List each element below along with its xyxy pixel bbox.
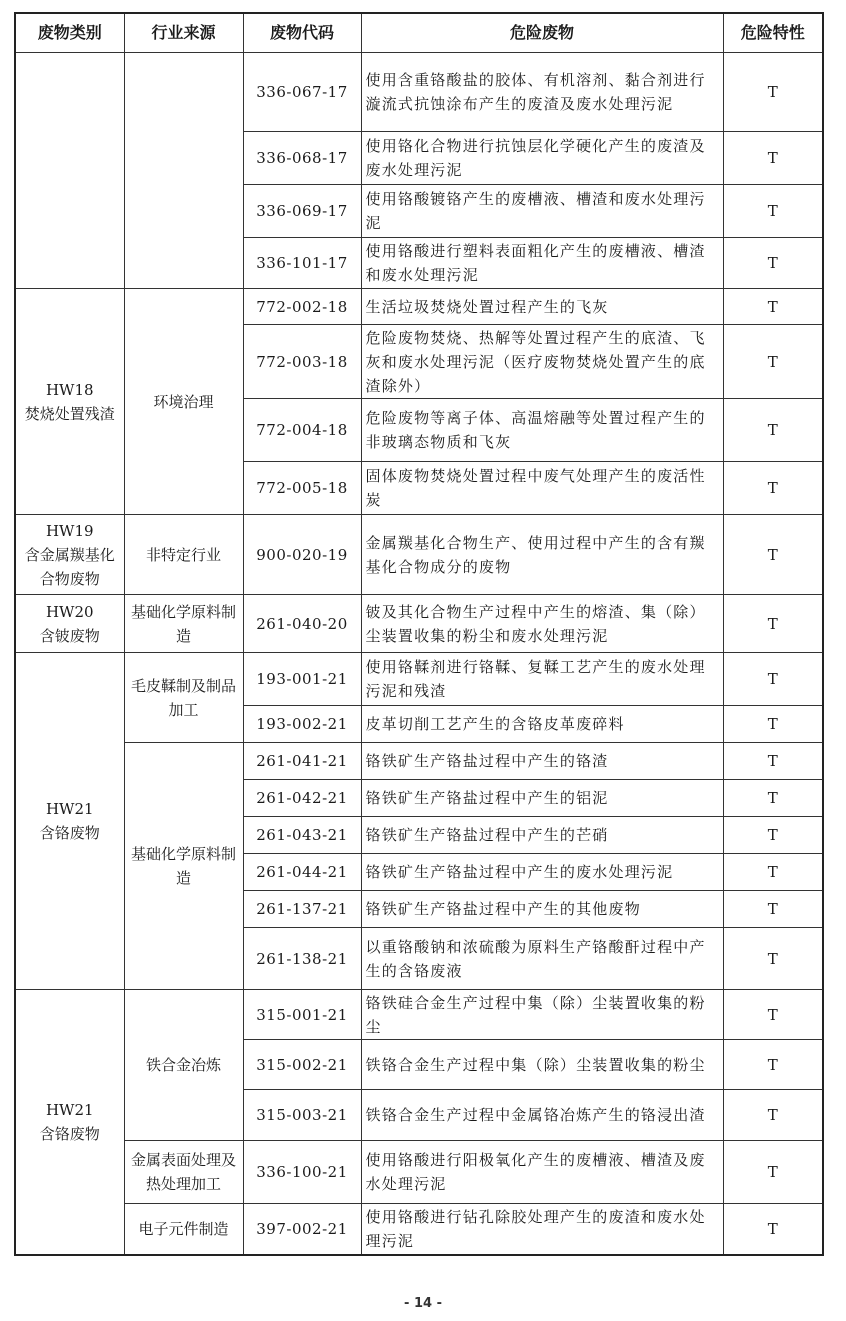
hazard-cell: T (723, 891, 823, 928)
hazard-cell: T (723, 928, 823, 990)
waste-description-cell: 使用铬酸进行阳极氧化产生的废槽液、槽渣及废水处理污泥 (361, 1141, 723, 1204)
waste-description-cell: 使用铬酸镀铬产生的废槽液、槽渣和废水处理污泥 (361, 185, 723, 238)
table-row (15, 289, 823, 325)
code-cell: 315-002-21 (243, 1040, 361, 1090)
hazard-cell: T (723, 399, 823, 462)
table-body (15, 53, 823, 1255)
table-row (15, 53, 823, 132)
hazard-cell: T (723, 53, 823, 132)
category-cell: HW20 含铍废物 (15, 595, 124, 653)
code-cell: 336-068-17 (243, 132, 361, 185)
code-cell: 772-005-18 (243, 462, 361, 515)
code-cell: 261-137-21 (243, 891, 361, 928)
hazard-cell: T (723, 1090, 823, 1141)
source-cell: 铁合金冶炼 (124, 990, 243, 1141)
code-cell: 900-020-19 (243, 515, 361, 595)
waste-description-cell: 使用含重铬酸盐的胶体、有机溶剂、黏合剂进行漩流式抗蚀涂布产生的废渣及废水处理污泥 (361, 53, 723, 132)
waste-description-cell: 使用铬酸进行塑料表面粗化产生的废槽液、槽渣和废水处理污泥 (361, 238, 723, 289)
hazard-cell: T (723, 743, 823, 780)
code-cell: 336-101-17 (243, 238, 361, 289)
code-cell: 261-044-21 (243, 854, 361, 891)
waste-description-cell: 使用铬化合物进行抗蚀层化学硬化产生的废渣及废水处理污泥 (361, 132, 723, 185)
code-cell: 772-002-18 (243, 289, 361, 325)
waste-description-cell: 以重铬酸钠和浓硫酸为原料生产铬酸酐过程中产生的含铬废液 (361, 928, 723, 990)
code-cell: 336-069-17 (243, 185, 361, 238)
code-cell: 261-138-21 (243, 928, 361, 990)
category-cell (15, 53, 124, 289)
code-cell: 261-040-20 (243, 595, 361, 653)
code-cell: 315-001-21 (243, 990, 361, 1040)
table-row (15, 653, 823, 706)
hazard-cell: T (723, 595, 823, 653)
code-cell: 772-003-18 (243, 325, 361, 399)
hazard-cell: T (723, 515, 823, 595)
waste-description-cell: 铁铬合金生产过程中金属铬冶炼产生的铬浸出渣 (361, 1090, 723, 1141)
source-cell: 金属表面处理及热处理加工 (124, 1141, 243, 1204)
source-cell: 毛皮鞣制及制品加工 (124, 653, 243, 743)
hazard-cell: T (723, 132, 823, 185)
waste-description-cell: 危险废物焚烧、热解等处置过程产生的底渣、飞灰和废水处理污泥（医疗废物焚烧处置产生的底渣除外） (361, 325, 723, 399)
waste-description-cell: 生活垃圾焚烧处置过程产生的飞灰 (361, 289, 723, 325)
category-cell: HW18 焚烧处置残渣 (15, 289, 124, 515)
source-cell: 电子元件制造 (124, 1204, 243, 1255)
hazard-cell: T (723, 780, 823, 817)
hazard-cell: T (723, 462, 823, 515)
waste-description-cell: 固体废物焚烧处置过程中废气处理产生的废活性炭 (361, 462, 723, 515)
header-waste: 危险废物 (361, 13, 723, 53)
hazardous-waste-table (14, 12, 824, 1256)
header-code: 废物代码 (243, 13, 361, 53)
page-number: - 14 - (404, 1296, 442, 1311)
category-cell: HW21 含铬废物 (15, 990, 124, 1255)
waste-description-cell: 铬铁矿生产铬盐过程中产生的铬渣 (361, 743, 723, 780)
code-cell: 193-002-21 (243, 706, 361, 743)
hazard-cell: T (723, 325, 823, 399)
code-cell: 261-042-21 (243, 780, 361, 817)
hazard-cell: T (723, 1141, 823, 1204)
waste-description-cell: 铍及其化合物生产过程中产生的熔渣、集（除）尘装置收集的粉尘和废水处理污泥 (361, 595, 723, 653)
code-cell: 261-041-21 (243, 743, 361, 780)
table-row (15, 990, 823, 1040)
hazard-cell: T (723, 990, 823, 1040)
waste-description-cell: 铬铁矿生产铬盐过程中产生的芒硝 (361, 817, 723, 854)
hazard-cell: T (723, 289, 823, 325)
header-hazard: 危险特性 (723, 13, 823, 53)
waste-description-cell: 危险废物等离子体、高温熔融等处置过程产生的非玻璃态物质和飞灰 (361, 399, 723, 462)
header-source: 行业来源 (124, 13, 243, 53)
hazard-cell: T (723, 185, 823, 238)
code-cell: 397-002-21 (243, 1204, 361, 1255)
hazard-cell: T (723, 238, 823, 289)
code-cell: 772-004-18 (243, 399, 361, 462)
source-cell: 环境治理 (124, 289, 243, 515)
code-cell: 315-003-21 (243, 1090, 361, 1141)
waste-description-cell: 铬铁矿生产铬盐过程中产生的铝泥 (361, 780, 723, 817)
table-row (15, 515, 823, 595)
code-cell: 261-043-21 (243, 817, 361, 854)
waste-description-cell: 使用铬酸进行钻孔除胶处理产生的废渣和废水处理污泥 (361, 1204, 723, 1255)
category-cell: HW21 含铬废物 (15, 653, 124, 990)
code-cell: 336-067-17 (243, 53, 361, 132)
waste-description-cell: 铬铁矿生产铬盐过程中产生的其他废物 (361, 891, 723, 928)
waste-description-cell: 铬铁硅合金生产过程中集（除）尘装置收集的粉尘 (361, 990, 723, 1040)
waste-description-cell: 使用铬鞣剂进行铬鞣、复鞣工艺产生的废水处理污泥和残渣 (361, 653, 723, 706)
table-row (15, 743, 823, 780)
hazard-cell: T (723, 706, 823, 743)
source-cell: 基础化学原料制造 (124, 743, 243, 990)
header-category: 废物类别 (15, 13, 124, 53)
waste-description-cell: 金属羰基化合物生产、使用过程中产生的含有羰基化合物成分的废物 (361, 515, 723, 595)
source-cell (124, 53, 243, 289)
source-cell: 非特定行业 (124, 515, 243, 595)
code-cell: 336-100-21 (243, 1141, 361, 1204)
hazard-cell: T (723, 1204, 823, 1255)
waste-description-cell: 铬铁矿生产铬盐过程中产生的废水处理污泥 (361, 854, 723, 891)
category-cell: HW19 含金属羰基化合物废物 (15, 515, 124, 595)
source-cell: 基础化学原料制造 (124, 595, 243, 653)
waste-description-cell: 铁铬合金生产过程中集（除）尘装置收集的粉尘 (361, 1040, 723, 1090)
table-row (15, 1141, 823, 1204)
table-header-row (15, 13, 823, 53)
code-cell: 193-001-21 (243, 653, 361, 706)
hazard-cell: T (723, 854, 823, 891)
hazard-cell: T (723, 817, 823, 854)
hazard-cell: T (723, 1040, 823, 1090)
hazard-cell: T (723, 653, 823, 706)
table-row (15, 595, 823, 653)
table-row (15, 1204, 823, 1255)
waste-description-cell: 皮革切削工艺产生的含铬皮革废碎料 (361, 706, 723, 743)
